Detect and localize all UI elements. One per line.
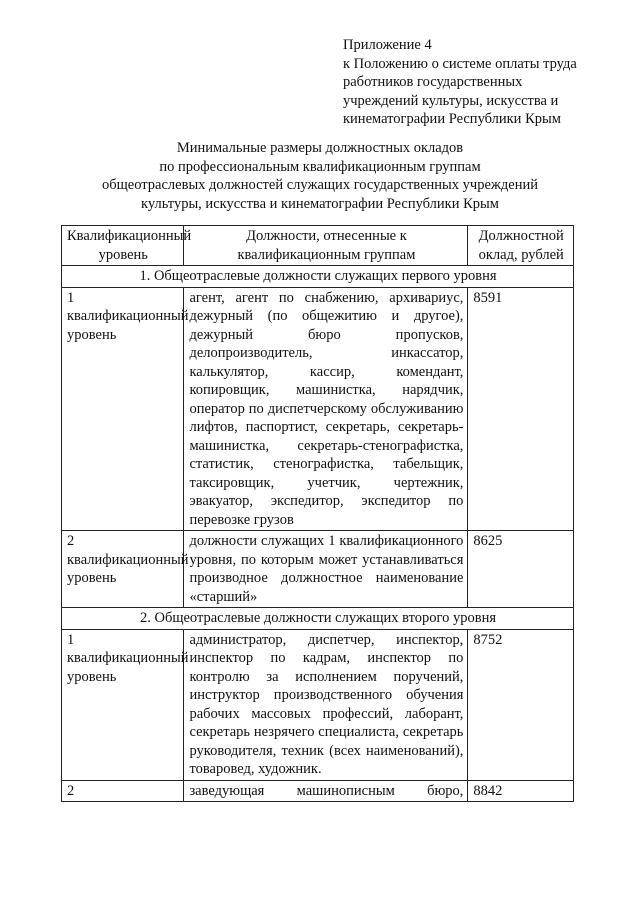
positions-cell: заведующая машинописным бюро, [184, 780, 468, 802]
salary-cell: 8591 [468, 287, 574, 531]
heading-line: Минимальные размеры должностных окладов [176, 140, 464, 156]
table-row [62, 629, 574, 780]
group-title: 1. Общеотраслевые должности служащих первого уровня [62, 266, 574, 288]
positions-cell: администратор, диспетчер, инспектор, инспектор по кадрам, инспектор по контролю за исполнением поручений, инструктор производственного обучения рабочих массовых профессий, лаборант, секретарь незрячего специалиста, секретарь руководителя, техник (всех наименований), товаровед, художник. [184, 629, 468, 780]
appendix-line: Приложение 4 [343, 37, 432, 53]
level-cell: 1 квалификационный уровень [62, 287, 184, 531]
heading-line: культуры, искусства и кинематографии Республики Крым [141, 195, 499, 212]
positions-cell: должности служащих 1 квалификационного уровня, по которым может устанавливаться производное должностное наименование «старший» [184, 531, 468, 608]
appendix-line: учреждений культуры, искусства и [343, 92, 559, 109]
header-level: Квалификационный уровень [62, 226, 184, 266]
level-cell: 2 [62, 780, 184, 802]
header-salary: Должностной оклад, рублей [468, 226, 574, 266]
salary-table [61, 225, 574, 802]
table-header-row [62, 226, 574, 266]
salary-cell: 8842 [468, 780, 574, 802]
document-heading [40, 139, 600, 213]
level-cell: 2 квалификационный уровень [62, 531, 184, 608]
group-title-row [62, 608, 574, 630]
heading-line: общеотраслевых должностей служащих государственных учреждений [102, 177, 538, 193]
group-title: 2. Общеотраслевые должности служащих второго уровня [62, 608, 574, 630]
salary-cell: 8752 [468, 629, 574, 780]
group-title-row [62, 266, 574, 288]
appendix-block [343, 36, 633, 129]
level-cell: 1 квалификационный уровень [62, 629, 184, 780]
positions-cell: агент, агент по снабжению, архивариус, дежурный (по общежитию и другое), дежурный бюро пропусков, делопроизводитель, инкассатор, калькулятор, кассир, комендант, копировщик, машинистка, нарядчик, оператор по диспетчерскому обслуживанию лифтов, паспортист, секретарь, секретарь-машинистка, секретарь-стенографистка, статистик, стенографистка, табельщик, таксировщик, учетчик, чертежник, эвакуатор, экспедитор, экспедитор по перевозке грузов [184, 287, 468, 531]
heading-line: по профессиональным квалификационным группам [159, 158, 481, 175]
table-row [62, 780, 574, 802]
salary-cell: 8625 [468, 531, 574, 608]
appendix-line: кинематографии Республики Крым [343, 111, 561, 127]
appendix-line: работников государственных [343, 74, 523, 90]
header-positions: Должности, отнесенные к квалификационным группам [184, 226, 468, 266]
table-row [62, 531, 574, 608]
appendix-line: к Положению о системе оплаты труда [343, 55, 577, 72]
table-row [62, 287, 574, 531]
